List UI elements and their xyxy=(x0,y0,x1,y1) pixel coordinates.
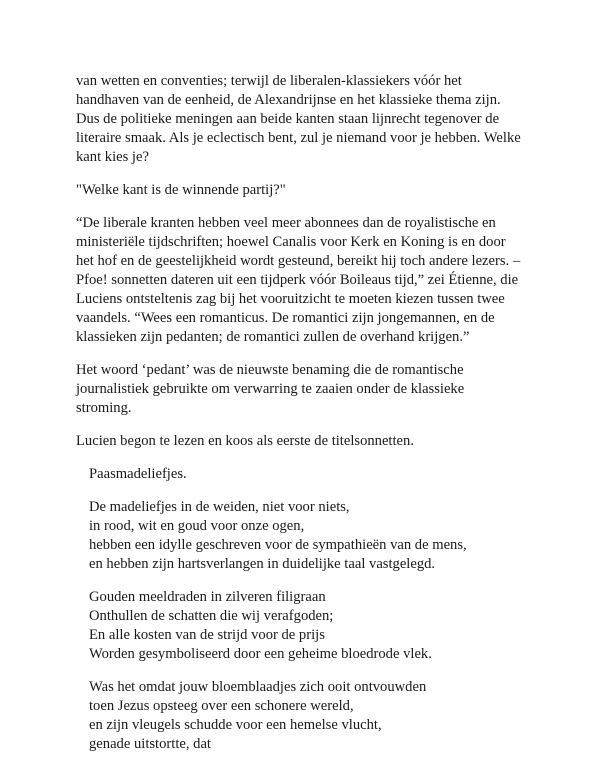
poem-line: en zijn vleugels schudde voor een hemelse vlucht, xyxy=(89,717,382,733)
text-line: kant kies je? xyxy=(76,149,149,165)
text-line: stroming. xyxy=(76,400,132,416)
paragraph xyxy=(76,432,536,451)
poem-line: De madeliefjes in de weiden, niet voor niets, xyxy=(89,499,350,515)
text-line: Pfoe! sonnetten dateren uit een tijdperk vóór Boileaus tijd,” zei Étienne, die xyxy=(76,272,519,288)
text-line: "Welke kant is de winnende partij?" xyxy=(76,182,286,198)
text-line: klassieken zijn pedanten; de romantici zullen de overhand krijgen.” xyxy=(76,329,470,345)
text-line: vaandels. “Wees een romanticus. De romantici zijn jongemannen, en de xyxy=(76,310,495,326)
poem-line: en hebben zijn hartsverlangen in duidelijke taal vastgelegd. xyxy=(89,556,436,572)
poem-stanza xyxy=(89,498,536,574)
text-line: journalistiek gebruikte om verwarring te zaaien onder de klassieke xyxy=(76,381,465,397)
poem-line: Worden gesymboliseerd door een geheime bloedrode vlek. xyxy=(89,646,432,662)
text-line: “De liberale kranten hebben veel meer abonnees dan de royalistische en xyxy=(76,215,496,231)
poem-line: En alle kosten van de strijd voor de prijs xyxy=(89,627,325,643)
text-line: Lucien begon te lezen en koos als eerste de titelsonnetten. xyxy=(76,433,414,449)
document-page xyxy=(76,72,536,768)
text-line: Dus de politieke meningen aan beide kanten staan lijnrecht tegenover de xyxy=(76,111,500,127)
text-line: Het woord ‘pedant’ was de nieuwste benaming die de romantische xyxy=(76,362,464,378)
poem-stanza xyxy=(89,588,536,664)
poem-line: Was het omdat jouw bloemblaadjes zich ooit ontvouwden xyxy=(89,679,427,695)
poem-title-text: Paasmadeliefjes. xyxy=(89,466,187,482)
paragraph xyxy=(76,214,536,347)
text-line: handhaven van de eenheid, de Alexandrijnse en het klassieke thema zijn. xyxy=(76,92,501,108)
poem-line: Onthullen de schatten die wij verafgoden; xyxy=(89,608,334,624)
paragraph xyxy=(76,361,536,418)
poem-line: in rood, wit en goud voor onze ogen, xyxy=(89,518,305,534)
text-line: van wetten en conventies; terwijl de liberalen-klassiekers vóór het xyxy=(76,73,462,89)
text-line: literaire smaak. Als je eclectisch bent, zul je niemand voor je hebben. Welke xyxy=(76,130,521,146)
poem-stanza xyxy=(89,678,536,754)
text-line: het hof en de geestelijkheid wordt gesteund, bereikt hij toch andere lezers. – xyxy=(76,253,521,269)
text-line: ministeriële tijdschriften; hoewel Canalis voor Kerk en Koning is en door xyxy=(76,234,506,250)
poem xyxy=(89,465,536,754)
poem-line: toen Jezus opsteeg over een schonere wereld, xyxy=(89,698,354,714)
poem-title xyxy=(89,465,536,484)
paragraph xyxy=(76,181,536,200)
paragraph xyxy=(76,72,536,167)
poem-line: genade uitstortte, dat xyxy=(89,736,211,752)
text-line: Luciens ontsteltenis zag bij het vooruitzicht te moeten kiezen tussen twee xyxy=(76,291,505,307)
poem-line: Gouden meeldraden in zilveren filigraan xyxy=(89,589,326,605)
poem-line: hebben een idylle geschreven voor de sympathieën van de mens, xyxy=(89,537,467,553)
